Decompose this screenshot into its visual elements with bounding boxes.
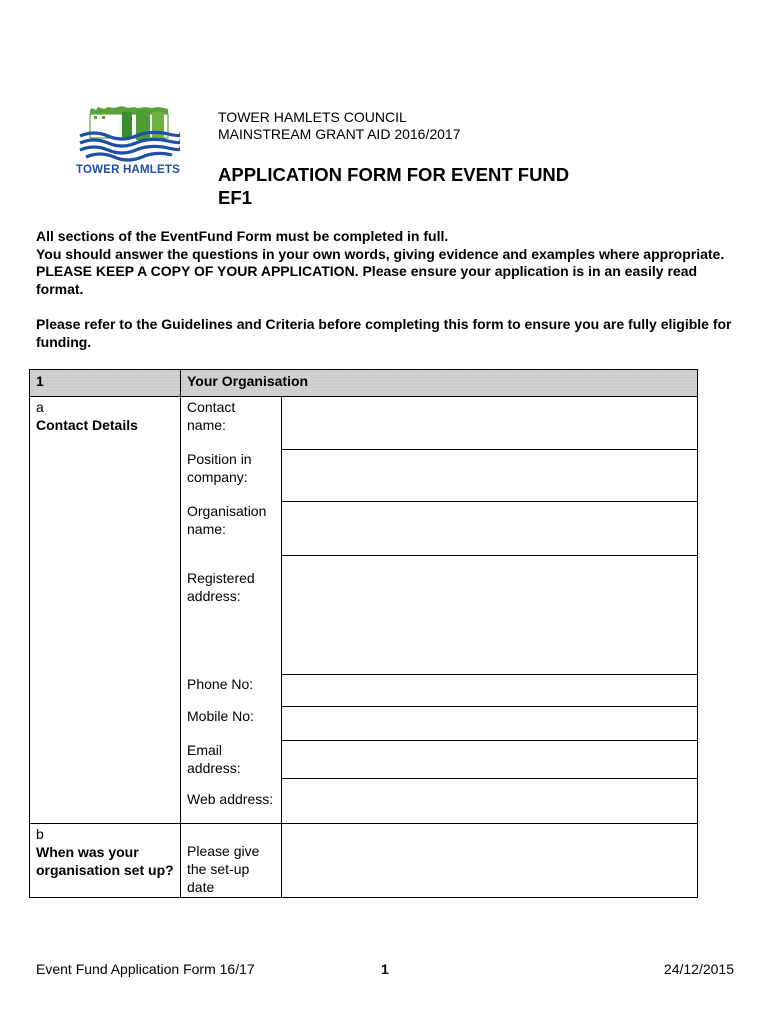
page-title — [218, 163, 569, 209]
footer-date: 24/12/2015 — [663, 961, 734, 977]
footer-form-name: Event Fund Application Form 16/17 — [36, 961, 255, 977]
setup-label: Please give the set-up date — [181, 824, 282, 898]
instruction-2: You should answer the questions in your own words, giving evidence and examples where appropriate. PLEASE KEEP A COPY OF YOUR APPLICATION. Please ensure your application is in an easily read format. — [36, 245, 725, 297]
field-label: Registered address: — [181, 555, 282, 674]
part-b-cell — [30, 824, 181, 898]
organisation-name-input[interactable] — [282, 501, 698, 555]
field-label: Contact name: — [181, 397, 282, 450]
page-number: 1 — [381, 961, 389, 977]
instruction-1: All sections of the EventFund Form must be completed in full. — [36, 228, 449, 244]
castle-waves-icon — [76, 102, 180, 164]
position-input[interactable] — [282, 449, 698, 501]
mobile-input[interactable] — [282, 706, 698, 740]
field-label: Email address: — [181, 740, 282, 778]
field-label: Phone No: — [181, 674, 282, 706]
table-row — [30, 824, 698, 898]
grant-name: MAINSTREAM GRANT AID 2016/2017 — [218, 126, 461, 142]
section-heading: Your Organisation — [181, 370, 698, 397]
field-label: Position in company: — [181, 449, 282, 501]
table-row — [30, 397, 698, 450]
contact-name-input[interactable] — [282, 397, 698, 450]
part-b-title: When was your organisation set up? — [36, 844, 174, 878]
instruction-3: Please refer to the Guidelines and Criteria before completing this form to ensure you are fully eligible for funding. — [36, 316, 732, 350]
tower-hamlets-logo — [76, 102, 180, 182]
council-header — [218, 109, 461, 143]
section-header-row — [30, 370, 698, 397]
setup-date-input[interactable] — [282, 824, 698, 898]
registered-address-input[interactable] — [282, 555, 698, 674]
instructions — [36, 228, 736, 351]
email-input[interactable] — [282, 740, 698, 778]
field-label: Mobile No: — [181, 706, 282, 740]
part-a-title: Contact Details — [36, 417, 138, 433]
field-label: Web address: — [181, 778, 282, 824]
part-a-letter: a — [36, 399, 44, 415]
logo-text: TOWER HAMLETS — [76, 164, 180, 176]
phone-input[interactable] — [282, 674, 698, 706]
field-label: Organisation name: — [181, 501, 282, 555]
section-number: 1 — [30, 370, 181, 397]
part-b-letter: b — [36, 826, 44, 842]
part-a-cell — [30, 397, 181, 824]
title-line1: APPLICATION FORM FOR EVENT FUND — [218, 164, 570, 185]
web-address-input[interactable] — [282, 778, 698, 824]
form-code: EF1 — [218, 187, 252, 208]
council-name: TOWER HAMLETS COUNCIL — [218, 109, 407, 125]
organisation-table — [29, 369, 698, 898]
